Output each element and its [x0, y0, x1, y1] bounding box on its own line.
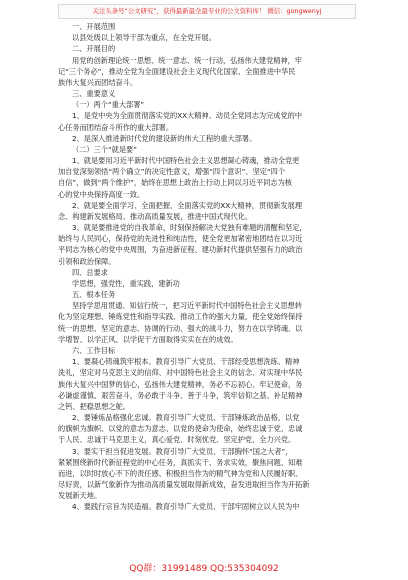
section-heading: 五、根本任务 — [72, 290, 116, 300]
paragraph-line: 2、就是要全面学习、全面把握、全面落实党的XX大精神，贯彻新发展理 — [72, 200, 303, 210]
section-heading: 一、开展范围 — [72, 22, 116, 31]
paragraph-line: 1、是党中央为全面贯彻落实党的XX大精神、动员全党同志为完成党的中 — [72, 111, 303, 121]
section-heading: 三、重要意义 — [72, 89, 116, 99]
paragraph-line: 3、要实干担当促进发展。教育引导广大党员、干部胸怀“国之大者”， — [72, 446, 293, 456]
footer-contact: QQ群：31991489 QQ:535304092 — [129, 564, 279, 574]
paragraph-line: 族伟大复兴中国梦的信心，弘扬伟大建党精神，务必不忘初心、牢记使命，务 — [58, 379, 303, 389]
paragraph-line: 之钙、把稳思想之舵。 — [58, 401, 130, 411]
paragraph-line: 4、要践行宗旨为民造福。教育引导广大党员、干部牢固树立以人民为中 — [72, 502, 300, 512]
paragraph-line: 洗礼，坚定对马克思主义的信仰、对中国特色社会主义的信念、对实现中华民 — [58, 368, 303, 378]
section-heading: 二、开展目的 — [72, 44, 116, 54]
paragraph-line: 1、就是要用习近平新时代中国特色社会主义思想凝心铸魂，推动全党更 — [72, 156, 300, 166]
paragraph-line: 自信”，做到“两个维护”，始终在思想上政治上行动上同以习近平同志为核 — [58, 178, 292, 188]
paragraph-line: 族伟大复兴而团结奋斗。 — [58, 77, 138, 87]
paragraph-line: 平同志为核心的党中央周围，为奋进新征程、建功新时代提供坚强有力的政治 — [58, 245, 303, 255]
document-body — [58, 21, 358, 513]
paragraph-line: 1、要凝心铸魂筑牢根本。教育引导广大党员、干部经受思想洗练、精神 — [72, 357, 300, 367]
paragraph-line: 发展新天地。 — [58, 491, 102, 501]
paragraph-line: 心任务而团结奋斗所作的重大部署。 — [58, 122, 174, 132]
paragraph-line: 引领和政治保障。 — [58, 256, 116, 266]
top-banner: 关注头条号“公文研究”，获得最新最全最专业的公文资料库！ 微信：gongwenyj — [58, 4, 356, 19]
paragraph-line: 2、要锤炼品格强化忠诚。教育引导广大党员、干部锤炼政治品格，以党 — [72, 413, 300, 423]
paragraph-line: 的旗帜为旗帜、以党的意志为意志、以党的使命为使命，始终忠诚于党、忠诚 — [58, 424, 303, 434]
paragraph-line: 心的党中央保持高度一致。 — [58, 189, 145, 199]
section-heading: 六、工作目标 — [72, 345, 116, 355]
paragraph-line: 以县处级以上领导干部为重点，在全党开展。 — [72, 33, 216, 43]
paragraph-line: 学增智、以学正风、以学促干方面取得实实在在的成效。 — [58, 334, 238, 344]
paragraph-line: 于人民、忠诚于马克思主义，真心爱党、时刻忧党、坚定护党、全力兴党。 — [58, 435, 296, 445]
paragraph-line: 加自觉深刻领悟“两个确立”的决定性意义，增强“四个意识”、坚定“四个 — [58, 167, 286, 177]
paragraph-line: 学思想，强党性，重实践，建新功 — [72, 278, 180, 288]
paragraph-line: 记“三个务必”，推动全党为全面建设社会主义现代化国家、全面推进中华民 — [58, 66, 296, 76]
paragraph-line: 始终与人民同心，保持党的先进性和纯洁性，使全党更加紧密地团结在以习近 — [58, 234, 303, 244]
paragraph-line: 用党的创新理论统一思想、统一意志、统一行动，弘扬伟大建党精神，牢 — [72, 55, 303, 65]
paragraph-line: 2、是深入推进新时代党的建设新的伟大工程的重大部署。 — [72, 133, 257, 143]
paragraph-line: 尽好责，以新气象新作为推动高质量发展取得新成效，奋发进取担当作为开拓新 — [58, 480, 310, 490]
section-heading: 四、总要求 — [72, 267, 108, 277]
section-heading: （二）三个“就是要” — [72, 144, 137, 154]
paragraph-line: 3、就是要推进党的自我革命，时刻保持解决大党独有难题的清醒和坚定， — [72, 223, 307, 233]
paragraph-line: 必谦虚谨慎、艰苦奋斗，务必敢于斗争、善于斗争，筑牢信仰之基、补足精神 — [58, 390, 303, 400]
paragraph-line: 统一的思想、坚定的意志、协调的行动、强大的战斗力，努力在以学铸魂、以 — [58, 323, 303, 333]
section-heading: （一）两个“重大部署” — [72, 100, 145, 110]
paragraph-line: 念、构建新发展格局、推动高质量发展，推进中国式现代化。 — [58, 211, 253, 221]
paragraph-line: 而进，以时时放心不下的责任感、积极担当作为的精气神为党和人民履好职、 — [58, 468, 303, 478]
paragraph-line: 紧紧围绕新时代新征程党的中心任务，真抓实干、务求实效，聚焦问题、知难 — [58, 457, 303, 467]
paragraph-line: 化为坚定理想、锤炼党性和指导实践、推动工作的强大力量，使全党始终保持 — [58, 312, 303, 322]
paragraph-line: 坚持学思用贯通、知信行统一，把习近平新时代中国特色社会主义思想转 — [72, 301, 303, 311]
